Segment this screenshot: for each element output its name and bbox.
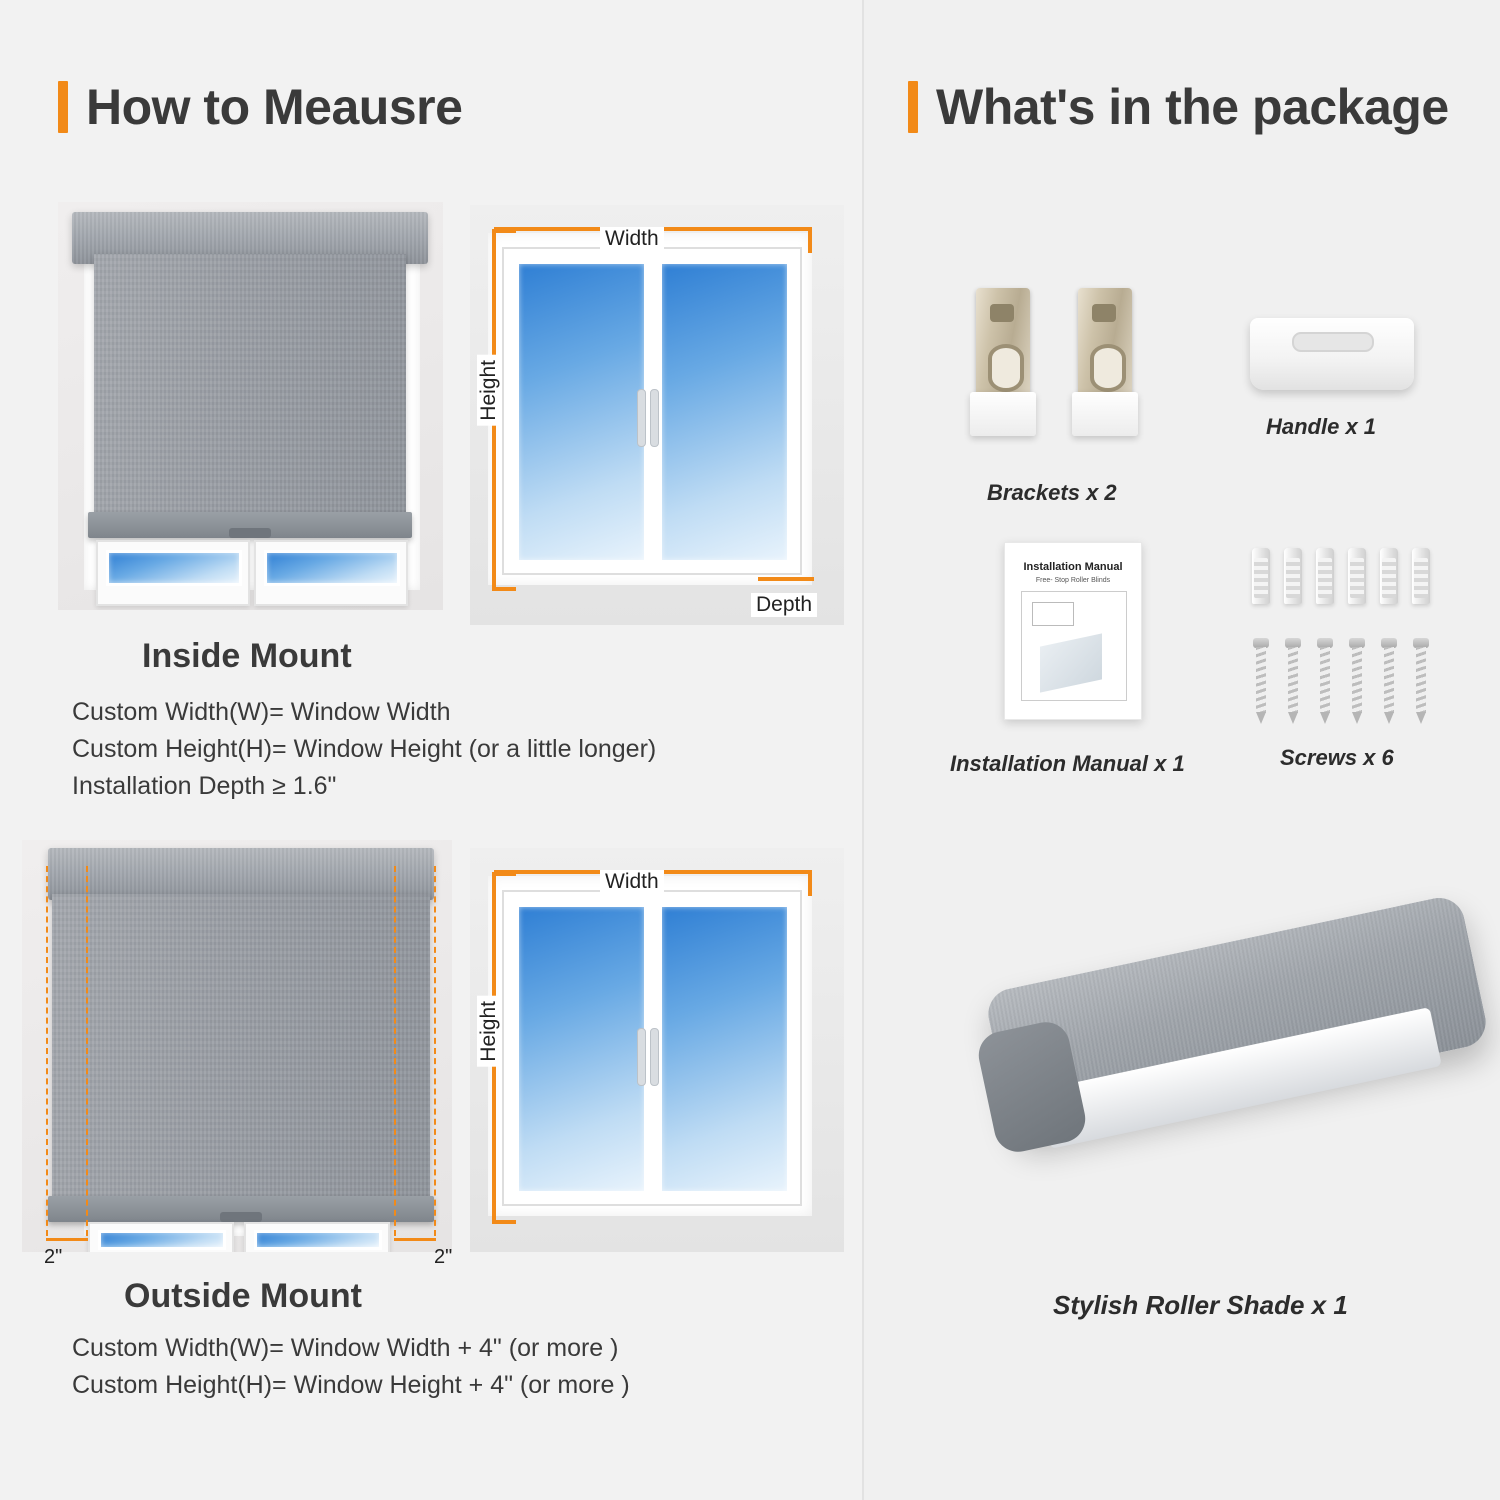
screw-icon-6 <box>1413 638 1429 724</box>
manual-title: Installation Manual <box>1023 561 1123 573</box>
package-title: What's in the package <box>936 79 1449 135</box>
glass-pane-right <box>659 904 790 1194</box>
screw-icon-2 <box>1285 638 1301 724</box>
bracket-hole <box>1092 304 1116 322</box>
height-bottom-tick <box>492 1220 516 1224</box>
inside-spec-1: Custom Width(W)= Window Width <box>72 698 451 726</box>
accent-bar-icon <box>908 81 918 133</box>
width-label: Width <box>600 227 664 251</box>
screw-shaft <box>1320 647 1330 713</box>
brackets-caption: Brackets x 2 <box>987 480 1117 505</box>
screw-shaft <box>1352 647 1362 713</box>
width-right-tick <box>808 870 812 896</box>
manual-caption: Installation Manual x 1 <box>950 751 1185 776</box>
overhang-right-line <box>394 1238 436 1241</box>
glass-pane-left <box>516 261 647 563</box>
outside-mount-title: Outside Mount <box>124 1277 362 1315</box>
manual-illustration <box>1021 591 1127 701</box>
panel-divider <box>862 0 864 1500</box>
overhang-left-line <box>46 1238 88 1241</box>
screw-tip <box>1416 712 1426 724</box>
wall-anchor-icon-2 <box>1284 548 1302 604</box>
glass-pane-left <box>516 904 647 1194</box>
wall-anchor-icon-3 <box>1316 548 1334 604</box>
outside-spec-1: Custom Width(W)= Window Width + 4" (or more ) <box>72 1334 619 1362</box>
inside-mount-photo <box>58 202 443 610</box>
installation-manual-icon <box>1004 542 1142 720</box>
height-bottom-tick <box>492 587 516 591</box>
window-handle-right <box>650 389 659 447</box>
overhang-guide-left <box>46 866 48 1236</box>
bracket-slot <box>1090 344 1126 392</box>
outside-spec-2: Custom Height(H)= Window Height + 4" (or more ) <box>72 1371 630 1399</box>
screw-tip <box>1320 712 1330 724</box>
package-contents-panel <box>862 0 1500 1500</box>
roller-shade-product <box>980 930 1492 1230</box>
screw-tip <box>1384 712 1394 724</box>
glass-pane-right <box>659 261 790 563</box>
window-sash-left <box>88 1222 234 1252</box>
window-handle-left <box>637 389 646 447</box>
window-sash-left <box>96 540 250 606</box>
overhang-left-label: 2" <box>44 1246 63 1268</box>
height-label: Height <box>477 355 501 426</box>
bracket-hole <box>990 304 1014 322</box>
width-right-tick <box>808 227 812 253</box>
glass-pane <box>98 1230 226 1250</box>
screw-icon-5 <box>1381 638 1397 724</box>
inside-mount-title: Inside Mount <box>142 637 352 675</box>
screw-shaft <box>1256 647 1266 713</box>
screw-shaft <box>1384 647 1394 713</box>
inside-spec-3: Installation Depth ≥ 1.6" <box>72 772 337 800</box>
glass-pane <box>106 550 242 586</box>
handle-icon <box>1250 318 1414 390</box>
screw-icon-3 <box>1317 638 1333 724</box>
wall-anchor-icon-1 <box>1252 548 1270 604</box>
height-label: Height <box>477 996 501 1067</box>
shade-fabric <box>52 894 430 1200</box>
screws-caption: Screws x 6 <box>1280 745 1394 770</box>
how-to-measure-heading <box>58 78 462 136</box>
inside-mount-diagram <box>470 205 844 625</box>
how-to-measure-title: How to Meausre <box>86 79 463 135</box>
glass-pane <box>264 550 400 586</box>
window-sash-right <box>244 1222 390 1252</box>
overhang-guide-right <box>434 866 436 1236</box>
bottom-rail <box>88 512 412 538</box>
wall-anchor-icon-5 <box>1380 548 1398 604</box>
roller-shade-caption: Stylish Roller Shade x 1 <box>1053 1290 1348 1320</box>
screw-tip <box>1256 712 1266 724</box>
headrail <box>48 848 434 900</box>
handle-caption: Handle x 1 <box>1266 414 1377 439</box>
width-label: Width <box>600 870 664 894</box>
bracket-base <box>970 392 1036 436</box>
screw-shaft <box>1288 647 1298 713</box>
manual-subtitle: Free- Stop Roller Blinds <box>1035 577 1111 584</box>
inside-spec-2: Custom Height(H)= Window Height (or a little longer) <box>72 735 657 763</box>
window-frame <box>502 247 802 575</box>
screw-icon-4 <box>1349 638 1365 724</box>
screw-tip <box>1288 712 1298 724</box>
accent-bar-icon <box>58 81 68 133</box>
window-edge-guide-right <box>394 866 396 1236</box>
bracket-slot <box>988 344 1024 392</box>
depth-measure-line <box>758 577 814 581</box>
wall-anchor-icon-4 <box>1348 548 1366 604</box>
screw-shaft <box>1416 647 1426 713</box>
window-handle-left <box>637 1028 646 1086</box>
window-sash-right <box>254 540 408 606</box>
bracket-icon-2 <box>1072 288 1138 436</box>
window-frame <box>502 890 802 1206</box>
wall-anchor-icon-6 <box>1412 548 1430 604</box>
window-edge-guide-left <box>86 866 88 1236</box>
bracket-icon-1 <box>970 288 1036 436</box>
package-heading <box>908 78 1449 136</box>
bracket-base <box>1072 392 1138 436</box>
outside-mount-diagram <box>470 848 844 1252</box>
screw-tip <box>1352 712 1362 724</box>
bottom-rail <box>48 1196 434 1222</box>
screw-icon-1 <box>1253 638 1269 724</box>
shade-fabric <box>94 254 406 516</box>
glass-pane <box>254 1230 382 1250</box>
depth-label: Depth <box>751 593 817 617</box>
overhang-right-label: 2" <box>434 1246 453 1268</box>
window-handle-right <box>650 1028 659 1086</box>
